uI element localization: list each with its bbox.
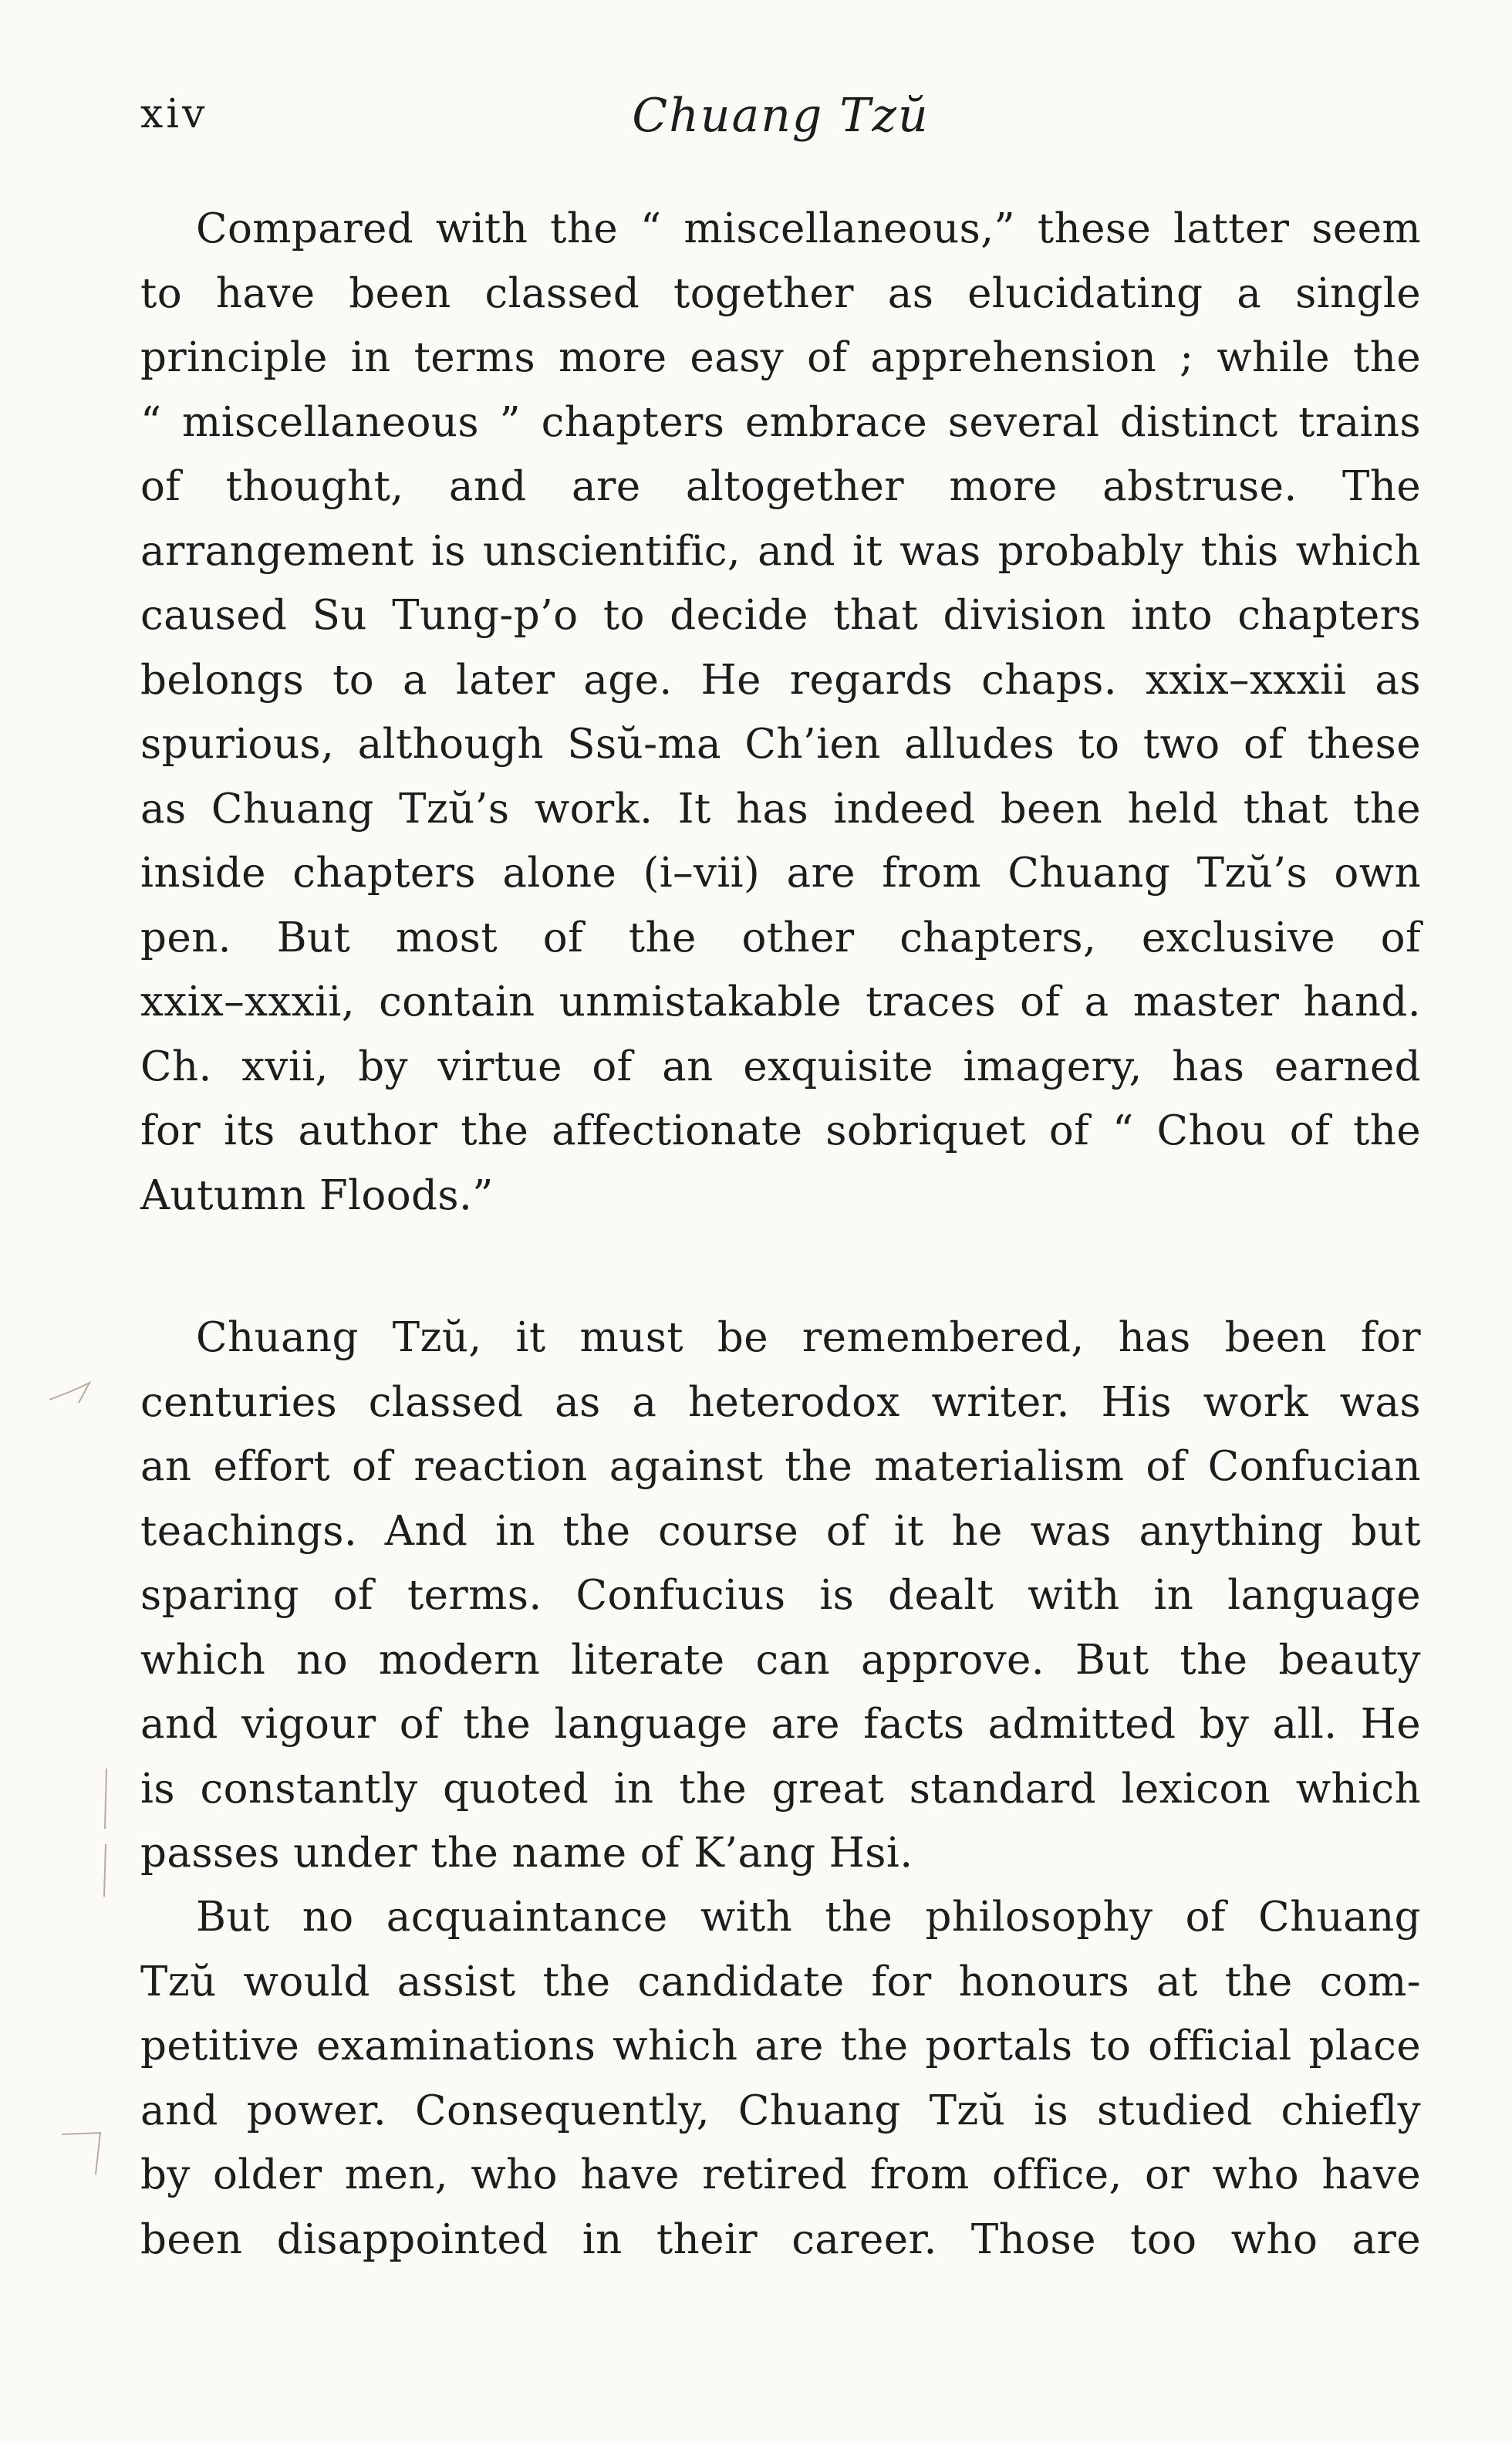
text-line: petitive examinations which are the portals to official place: [140, 2022, 1421, 2070]
text-line: by older men, who have retired from office, or who have: [140, 2151, 1421, 2198]
page-header: [140, 86, 1421, 156]
text-line: Tzŭ would assist the candidate for honours at the com-: [140, 1958, 1421, 2005]
text-line: xxix–xxxii, contain unmistakable traces of a master hand.: [140, 978, 1421, 1026]
text-line: Chuang Tzŭ, it must be remembered, has been for: [196, 1314, 1421, 1361]
text-line: and vigour of the language are facts admitted by all. He: [140, 1701, 1421, 1748]
text-line: teachings. And in the course of it he was anything but: [140, 1507, 1421, 1555]
text-line: arrangement is unscientific, and it was probably this which: [140, 527, 1421, 575]
text-line: been disappointed in their career. Those too who are: [140, 2215, 1421, 2263]
paragraph-2: [140, 1306, 1421, 1886]
page-number: xiv: [140, 91, 208, 137]
text-line: as Chuang Tzŭ’s work. It has indeed been held that the: [140, 785, 1421, 833]
text-line: centuries classed as a heterodox writer. His work was: [140, 1378, 1421, 1426]
text-line: caused Su Tung-p’o to decide that division into chapters: [140, 592, 1421, 639]
text-line: pen. But most of the other chapters, exclusive of: [140, 914, 1421, 961]
text-line: But no acquaintance with the philosophy of Chuang: [196, 1894, 1421, 1941]
text-line: principle in terms more easy of apprehension ; while the: [140, 334, 1421, 381]
text-line: is constantly quoted in the great standard lexicon which: [140, 1765, 1421, 1813]
paragraph-1: [140, 197, 1421, 1228]
text-line: and power. Consequently, Chuang Tzŭ is studied chiefly: [140, 2087, 1421, 2134]
text-line: for its author the affectionate sobriquet of “ Chou of the: [140, 1107, 1421, 1154]
pencil-mark-icon: [102, 1767, 110, 1898]
text-line: to have been classed together as elucidating a single: [140, 269, 1421, 317]
text-line: belongs to a later age. He regards chaps. xxix–xxxii as: [140, 656, 1421, 704]
text-line: Compared with the “ miscellaneous,” these latter seem: [196, 205, 1421, 252]
paragraph-3: [140, 1885, 1421, 2272]
text-line: an effort of reaction against the materialism of Confucian: [140, 1443, 1421, 1490]
text-line: “ miscellaneous ” chapters embrace several distinct trains: [140, 398, 1421, 446]
text-line: passes under the name of K’ang Hsi.: [140, 1830, 913, 1877]
text-line: sparing of terms. Confucius is dealt with in language: [140, 1572, 1421, 1619]
running-title: Chuang Tzŭ: [632, 89, 930, 143]
text-line: of thought, and are altogether more abstruse. The: [140, 463, 1421, 510]
text-line: spurious, although Ssŭ-ma Ch’ien alludes to two of these: [140, 721, 1421, 768]
text-line: which no modern literate can approve. But the beauty: [140, 1636, 1421, 1684]
pencil-mark-icon: [60, 2130, 106, 2176]
text-line: Autumn Floods.”: [140, 1171, 494, 1219]
pencil-mark-icon: [48, 1381, 91, 1404]
text-line: Ch. xvii, by virtue of an exquisite imagery, has earned: [140, 1042, 1421, 1090]
text-line: inside chapters alone (i–vii) are from Chuang Tzŭ’s own: [140, 850, 1421, 897]
